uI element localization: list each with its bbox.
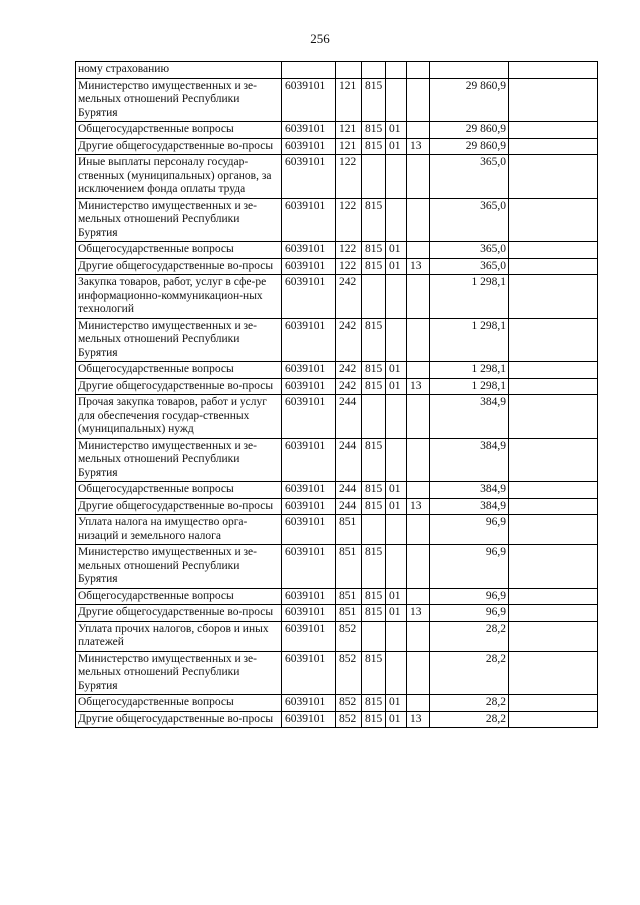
row-expense-type-cell: 244	[336, 438, 362, 482]
row-expense-type-cell: 852	[336, 695, 362, 712]
row-subsection-cell	[407, 198, 430, 242]
row-amount-cell: 96,9	[430, 605, 509, 622]
row-ministry-code-cell: 815	[362, 482, 386, 499]
row-section-cell: 01	[386, 588, 407, 605]
row-subsection-cell: 13	[407, 498, 430, 515]
row-section-cell: 01	[386, 362, 407, 379]
table-row	[76, 362, 598, 379]
row-subsection-cell	[407, 545, 430, 589]
row-subsection-cell	[407, 62, 430, 79]
row-subsection-cell: 13	[407, 711, 430, 728]
row-extra-cell	[509, 711, 598, 728]
row-section-cell	[386, 651, 407, 695]
row-expense-type-cell: 122	[336, 258, 362, 275]
row-name-cell: Другие общегосударственные во-просы	[76, 258, 282, 275]
table-row	[76, 545, 598, 589]
row-section-cell: 01	[386, 258, 407, 275]
row-amount-cell: 28,2	[430, 621, 509, 651]
row-expense-type-cell	[336, 62, 362, 79]
row-section-cell	[386, 198, 407, 242]
row-ministry-code-cell: 815	[362, 258, 386, 275]
row-expense-type-cell: 244	[336, 395, 362, 439]
row-ministry-code-cell: 815	[362, 651, 386, 695]
row-expense-type-cell: 244	[336, 498, 362, 515]
budget-table	[75, 61, 598, 728]
page-number: 256	[310, 31, 330, 46]
row-section-cell: 01	[386, 242, 407, 259]
row-extra-cell	[509, 78, 598, 122]
table-body	[76, 62, 598, 728]
row-amount-cell: 28,2	[430, 711, 509, 728]
row-expense-type-cell: 122	[336, 155, 362, 199]
row-expense-type-cell: 852	[336, 711, 362, 728]
row-name-cell: Министерство имущественных и зе-мельных отношений Республики Бурятия	[76, 545, 282, 589]
row-extra-cell	[509, 198, 598, 242]
row-name-cell: Другие общегосударственные во-просы	[76, 378, 282, 395]
row-extra-cell	[509, 588, 598, 605]
table-row	[76, 711, 598, 728]
row-expense-type-cell: 242	[336, 378, 362, 395]
row-target-article-cell: 6039101	[282, 395, 336, 439]
row-extra-cell	[509, 605, 598, 622]
row-amount-cell: 29 860,9	[430, 138, 509, 155]
row-ministry-code-cell	[362, 275, 386, 319]
row-target-article-cell: 6039101	[282, 711, 336, 728]
row-target-article-cell: 6039101	[282, 275, 336, 319]
row-amount-cell: 384,9	[430, 498, 509, 515]
row-section-cell: 01	[386, 482, 407, 499]
row-subsection-cell	[407, 78, 430, 122]
row-name-cell: Общегосударственные вопросы	[76, 588, 282, 605]
table-row	[76, 438, 598, 482]
row-extra-cell	[509, 62, 598, 79]
row-section-cell: 01	[386, 378, 407, 395]
row-name-cell: Министерство имущественных и зе-мельных отношений Республики Бурятия	[76, 651, 282, 695]
row-amount-cell: 365,0	[430, 198, 509, 242]
row-section-cell	[386, 438, 407, 482]
table-row	[76, 155, 598, 199]
row-ministry-code-cell: 815	[362, 138, 386, 155]
row-target-article-cell: 6039101	[282, 362, 336, 379]
row-extra-cell	[509, 318, 598, 362]
row-amount-cell: 384,9	[430, 438, 509, 482]
table-row	[76, 498, 598, 515]
row-ministry-code-cell: 815	[362, 438, 386, 482]
table-row	[76, 258, 598, 275]
row-ministry-code-cell: 815	[362, 378, 386, 395]
row-subsection-cell	[407, 621, 430, 651]
row-name-cell: Закупка товаров, работ, услуг в сфе-ре информационно-коммуникацион-ных технологий	[76, 275, 282, 319]
row-name-cell: Министерство имущественных и зе-мельных отношений Республики Бурятия	[76, 198, 282, 242]
row-extra-cell	[509, 242, 598, 259]
row-ministry-code-cell: 815	[362, 711, 386, 728]
row-target-article-cell: 6039101	[282, 605, 336, 622]
row-ministry-code-cell	[362, 515, 386, 545]
row-target-article-cell: 6039101	[282, 378, 336, 395]
row-target-article-cell: 6039101	[282, 138, 336, 155]
row-name-cell: Общегосударственные вопросы	[76, 362, 282, 379]
row-name-cell: Прочая закупка товаров, работ и услуг для обеспечения государ-ственных (муниципальных) нужд	[76, 395, 282, 439]
row-name-cell: Иные выплаты персоналу государ-ственных (муниципальных) органов, за исключением фонда оплаты труда	[76, 155, 282, 199]
table-row	[76, 605, 598, 622]
row-ministry-code-cell: 815	[362, 198, 386, 242]
row-extra-cell	[509, 362, 598, 379]
row-name-cell: Общегосударственные вопросы	[76, 695, 282, 712]
row-section-cell: 01	[386, 122, 407, 139]
row-amount-cell: 29 860,9	[430, 78, 509, 122]
row-amount-cell: 1 298,1	[430, 318, 509, 362]
row-amount-cell: 384,9	[430, 482, 509, 499]
row-subsection-cell	[407, 395, 430, 439]
row-target-article-cell: 6039101	[282, 258, 336, 275]
row-subsection-cell	[407, 695, 430, 712]
row-expense-type-cell: 244	[336, 482, 362, 499]
row-name-cell: Общегосударственные вопросы	[76, 122, 282, 139]
row-subsection-cell: 13	[407, 378, 430, 395]
row-amount-cell: 1 298,1	[430, 275, 509, 319]
row-subsection-cell	[407, 242, 430, 259]
table-row	[76, 78, 598, 122]
row-subsection-cell: 13	[407, 258, 430, 275]
row-target-article-cell: 6039101	[282, 498, 336, 515]
row-target-article-cell: 6039101	[282, 122, 336, 139]
row-target-article-cell: 6039101	[282, 545, 336, 589]
row-target-article-cell: 6039101	[282, 155, 336, 199]
table-row	[76, 482, 598, 499]
row-amount-cell: 96,9	[430, 588, 509, 605]
row-section-cell: 01	[386, 711, 407, 728]
table-row	[76, 395, 598, 439]
table-row	[76, 515, 598, 545]
table-row	[76, 122, 598, 139]
row-extra-cell	[509, 155, 598, 199]
row-amount-cell: 28,2	[430, 651, 509, 695]
row-section-cell: 01	[386, 605, 407, 622]
row-ministry-code-cell: 815	[362, 605, 386, 622]
row-extra-cell	[509, 122, 598, 139]
row-extra-cell	[509, 545, 598, 589]
row-section-cell	[386, 155, 407, 199]
row-section-cell	[386, 62, 407, 79]
row-name-cell: Другие общегосударственные во-просы	[76, 605, 282, 622]
row-name-cell: Министерство имущественных и зе-мельных отношений Республики Бурятия	[76, 438, 282, 482]
row-ministry-code-cell: 815	[362, 122, 386, 139]
row-extra-cell	[509, 498, 598, 515]
row-expense-type-cell: 121	[336, 78, 362, 122]
row-section-cell: 01	[386, 498, 407, 515]
row-extra-cell	[509, 395, 598, 439]
table-row	[76, 242, 598, 259]
table-row	[76, 318, 598, 362]
table-row	[76, 378, 598, 395]
row-target-article-cell: 6039101	[282, 198, 336, 242]
table-row	[76, 138, 598, 155]
row-extra-cell	[509, 438, 598, 482]
row-extra-cell	[509, 258, 598, 275]
row-expense-type-cell: 242	[336, 318, 362, 362]
row-expense-type-cell: 122	[336, 242, 362, 259]
row-ministry-code-cell: 815	[362, 78, 386, 122]
table-row	[76, 62, 598, 79]
row-subsection-cell	[407, 515, 430, 545]
row-subsection-cell: 13	[407, 605, 430, 622]
table-row	[76, 695, 598, 712]
row-name-cell: Общегосударственные вопросы	[76, 482, 282, 499]
row-ministry-code-cell	[362, 62, 386, 79]
row-section-cell	[386, 78, 407, 122]
row-name-cell: Другие общегосударственные во-просы	[76, 498, 282, 515]
row-target-article-cell: 6039101	[282, 78, 336, 122]
row-ministry-code-cell: 815	[362, 588, 386, 605]
row-target-article-cell: 6039101	[282, 588, 336, 605]
row-amount-cell: 29 860,9	[430, 122, 509, 139]
row-amount-cell: 1 298,1	[430, 378, 509, 395]
row-amount-cell: 365,0	[430, 155, 509, 199]
row-name-cell: Общегосударственные вопросы	[76, 242, 282, 259]
row-target-article-cell: 6039101	[282, 651, 336, 695]
row-ministry-code-cell: 815	[362, 498, 386, 515]
row-name-cell: Другие общегосударственные во-просы	[76, 138, 282, 155]
row-expense-type-cell: 242	[336, 362, 362, 379]
row-amount-cell	[430, 62, 509, 79]
row-extra-cell	[509, 695, 598, 712]
row-extra-cell	[509, 651, 598, 695]
row-expense-type-cell: 851	[336, 545, 362, 589]
row-subsection-cell	[407, 362, 430, 379]
row-ministry-code-cell	[362, 155, 386, 199]
row-expense-type-cell: 852	[336, 621, 362, 651]
row-section-cell	[386, 395, 407, 439]
row-target-article-cell: 6039101	[282, 621, 336, 651]
row-extra-cell	[509, 138, 598, 155]
row-subsection-cell	[407, 318, 430, 362]
table-row	[76, 198, 598, 242]
row-subsection-cell	[407, 275, 430, 319]
row-name-cell: Министерство имущественных и зе-мельных отношений Республики Бурятия	[76, 318, 282, 362]
row-expense-type-cell: 242	[336, 275, 362, 319]
row-target-article-cell: 6039101	[282, 695, 336, 712]
row-expense-type-cell: 851	[336, 588, 362, 605]
row-extra-cell	[509, 515, 598, 545]
row-subsection-cell	[407, 482, 430, 499]
table-row	[76, 651, 598, 695]
row-target-article-cell: 6039101	[282, 515, 336, 545]
row-ministry-code-cell: 815	[362, 362, 386, 379]
row-name-cell: Министерство имущественных и зе-мельных отношений Республики Бурятия	[76, 78, 282, 122]
row-name-cell: Уплата прочих налогов, сборов и иных платежей	[76, 621, 282, 651]
row-section-cell	[386, 621, 407, 651]
row-target-article-cell: 6039101	[282, 482, 336, 499]
row-ministry-code-cell	[362, 395, 386, 439]
table-row	[76, 588, 598, 605]
row-subsection-cell	[407, 651, 430, 695]
row-expense-type-cell: 851	[336, 605, 362, 622]
row-section-cell: 01	[386, 695, 407, 712]
row-extra-cell	[509, 482, 598, 499]
row-section-cell	[386, 318, 407, 362]
row-expense-type-cell: 852	[336, 651, 362, 695]
row-ministry-code-cell	[362, 621, 386, 651]
row-section-cell: 01	[386, 138, 407, 155]
row-extra-cell	[509, 275, 598, 319]
row-name-cell: Уплата налога на имущество орга-низаций и земельного налога	[76, 515, 282, 545]
row-amount-cell: 365,0	[430, 242, 509, 259]
table-row	[76, 275, 598, 319]
row-subsection-cell	[407, 588, 430, 605]
row-target-article-cell	[282, 62, 336, 79]
row-ministry-code-cell: 815	[362, 545, 386, 589]
row-ministry-code-cell: 815	[362, 318, 386, 362]
row-extra-cell	[509, 621, 598, 651]
row-amount-cell: 28,2	[430, 695, 509, 712]
row-target-article-cell: 6039101	[282, 318, 336, 362]
row-expense-type-cell: 122	[336, 198, 362, 242]
row-target-article-cell: 6039101	[282, 242, 336, 259]
row-section-cell	[386, 515, 407, 545]
row-expense-type-cell: 121	[336, 138, 362, 155]
row-amount-cell: 96,9	[430, 515, 509, 545]
row-amount-cell: 1 298,1	[430, 362, 509, 379]
row-ministry-code-cell: 815	[362, 695, 386, 712]
row-amount-cell: 365,0	[430, 258, 509, 275]
row-name-cell: ному страхованию	[76, 62, 282, 79]
row-section-cell	[386, 545, 407, 589]
row-name-cell: Другие общегосударственные во-просы	[76, 711, 282, 728]
row-section-cell	[386, 275, 407, 319]
row-subsection-cell	[407, 438, 430, 482]
row-target-article-cell: 6039101	[282, 438, 336, 482]
row-subsection-cell	[407, 122, 430, 139]
row-subsection-cell	[407, 155, 430, 199]
table-row	[76, 621, 598, 651]
row-amount-cell: 96,9	[430, 545, 509, 589]
row-expense-type-cell: 851	[336, 515, 362, 545]
row-expense-type-cell: 121	[336, 122, 362, 139]
row-amount-cell: 384,9	[430, 395, 509, 439]
row-ministry-code-cell: 815	[362, 242, 386, 259]
row-subsection-cell: 13	[407, 138, 430, 155]
row-extra-cell	[509, 378, 598, 395]
